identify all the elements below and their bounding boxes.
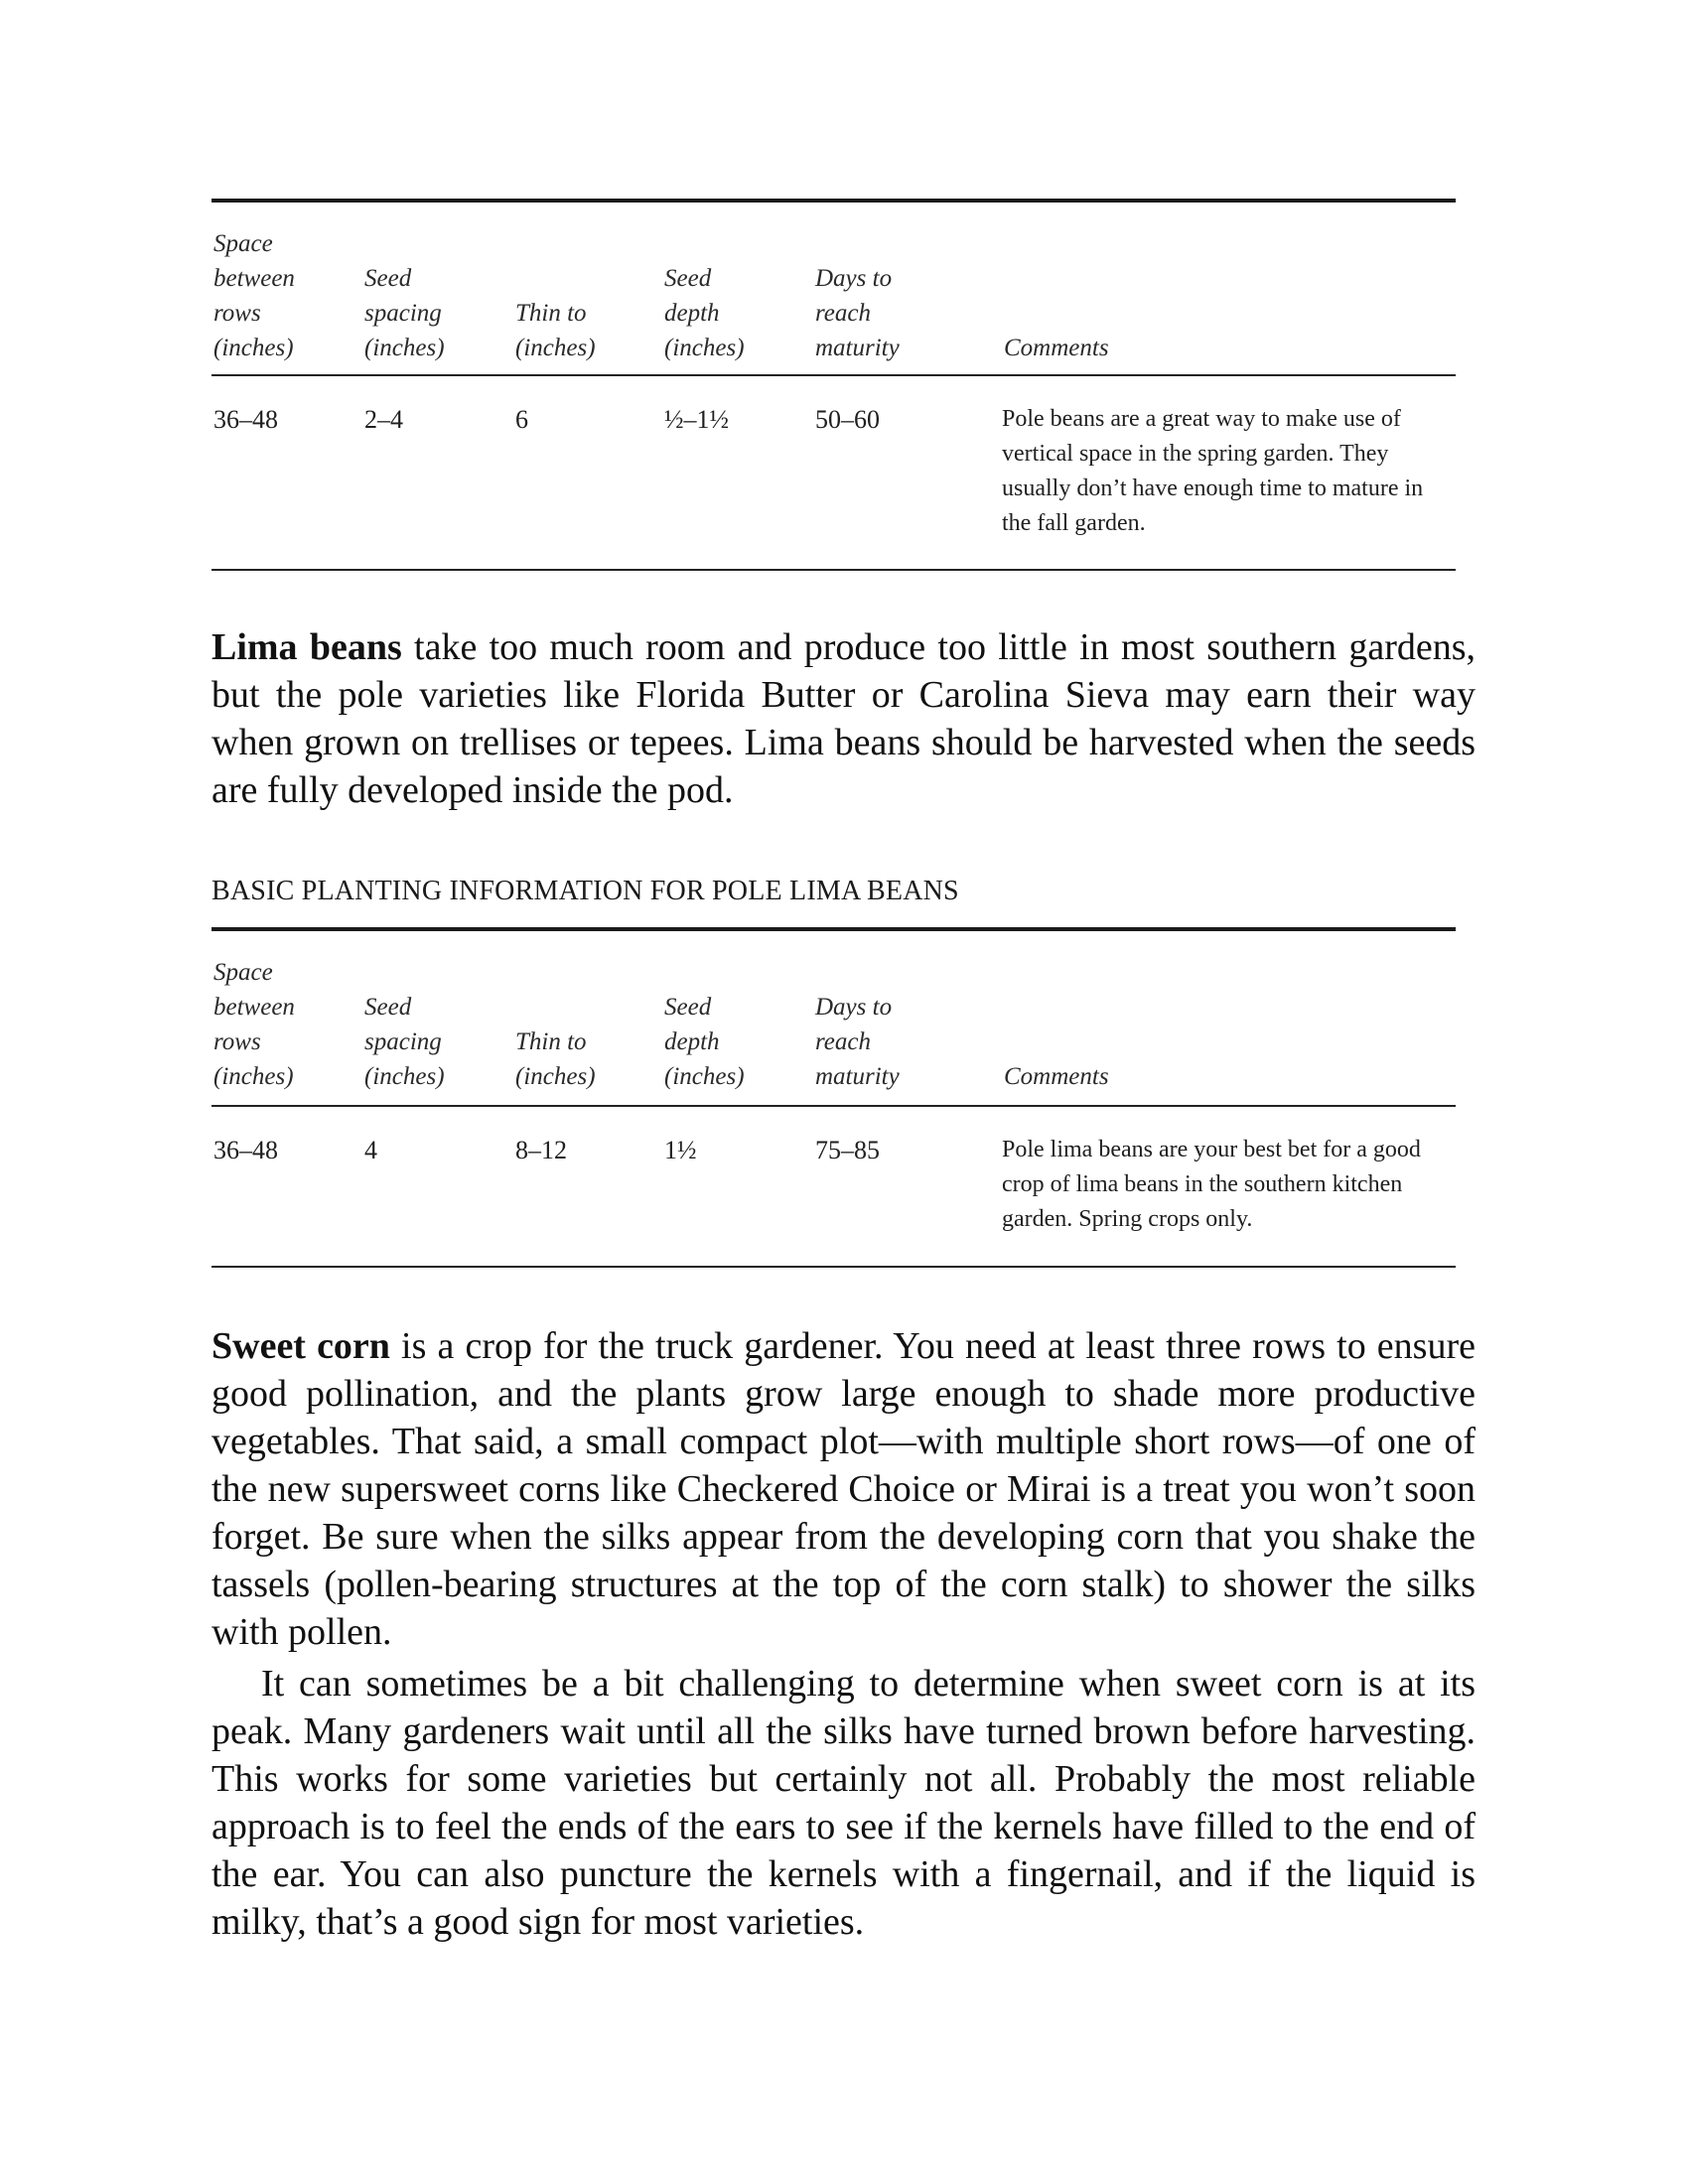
lima-beans-text: take too much room and produce too little in most southern gardens, but the pole varieties like Florida Butter or Carolina Sieva may earn their way when grown on trellises or tepees. Lima beans should be harvested when the seeds are fully developed inside the pod. [211,626,1477,811]
cell-thin-to: 8–12 [515,1136,567,1164]
sweet-corn-text: is a crop for the truck gardener. You need at least three rows to ensure good pollination, and the plants grow large enough to shade more productive vegetables. That said, a small compact plot—with multiple short rows—of one of the new supersweet corns like Checkered Choice or Mirai is a treat you won’t soon forget. Be sure when the silks appear from the developing corn that you shake the tassels (pollen-bearing structures at the top of the corn stalk) to shower the silks with pollen. [211,1325,1476,1653]
header-comments: Comments [1004,335,1109,361]
cell-seed-depth: 1½ [664,1136,697,1164]
table-header-rule [211,1105,1456,1107]
cell-comments: Pole lima beans are your best bet for a good crop of lima beans in the southern kitchen garden. Spring crops only. [1002,1137,1421,1232]
header-days-to-maturity: Days to reach maturity [815,265,900,361]
header-seed-depth: Seed depth (inches) [664,994,745,1090]
header-seed-spacing: Seed spacing (inches) [364,994,445,1090]
header-thin-to: Thin to (inches) [515,300,596,361]
sweet-corn-paragraph [211,1322,1476,1656]
cell-seed-depth: ½–1½ [664,405,729,434]
header-days-to-maturity: Days to reach maturity [815,994,900,1090]
sweet-corn-paragraph-2: It can sometimes be a bit challenging to determine when sweet corn is at its peak. Many gardeners wait until all the silks have turned brown before harvesting. This works for some varieties but certainly not all. Probably the most reliable approach is to feel the ends of the ears to see if the kernels have filled to the end of the ear. You can also puncture the kernels with a fingernail, and if the liquid is milky, that’s a good sign for most varieties. [211,1663,1476,1943]
header-seed-depth: Seed depth (inches) [664,265,745,361]
table-bottom-rule [211,1266,1456,1268]
cell-comments: Pole beans are a great way to make use of vertical space in the spring garden. They usually don’t have enough time to mature in the fall garden. [1002,406,1424,536]
cell-days-to-maturity: 75–85 [815,1136,880,1164]
table-header-rule [211,374,1456,376]
table-bottom-rule [211,569,1456,571]
cell-thin-to: 6 [515,405,528,434]
header-seed-spacing: Seed spacing (inches) [364,265,445,361]
cell-days-to-maturity: 50–60 [815,405,880,434]
header-thin-to: Thin to (inches) [515,1028,596,1090]
header-comments: Comments [1004,1063,1109,1090]
table-top-rule [211,927,1456,931]
header-space-between-rows: Space between rows (inches) [213,959,295,1090]
lima-beans-paragraph [211,623,1476,814]
header-space-between-rows: Space between rows (inches) [213,230,295,361]
cell-seed-spacing: 4 [364,1136,377,1164]
cell-space-between-rows: 36–48 [213,405,278,434]
table-top-rule [211,199,1456,203]
sweet-corn-term: Sweet corn [211,1325,390,1367]
lima-beans-term: Lima beans [211,626,402,668]
cell-seed-spacing: 2–4 [364,405,403,434]
cell-space-between-rows: 36–48 [213,1136,278,1164]
table-title: BASIC PLANTING INFORMATION FOR POLE LIMA BEANS [211,876,959,906]
